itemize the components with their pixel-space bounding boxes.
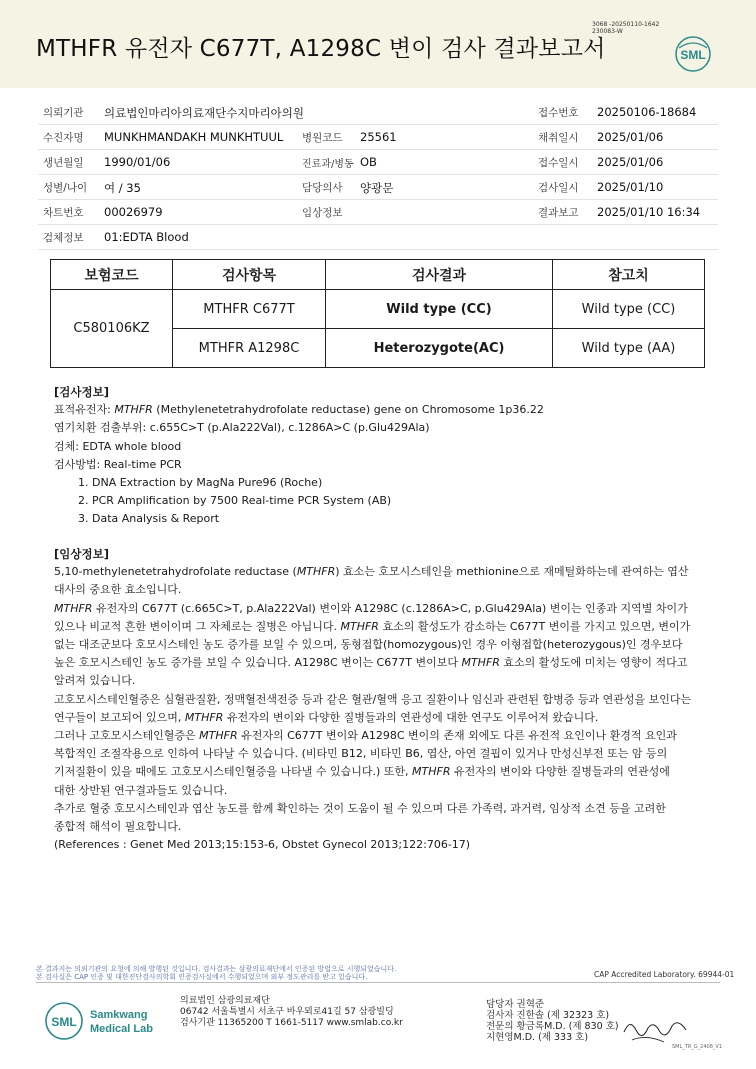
insurance-code-cell: C580106KZ (51, 290, 173, 368)
staff-line: 담당자 권혁준 (486, 999, 545, 1010)
gene-name: MTHFR (54, 601, 93, 615)
text-span: 5,10-methylenetetrahydrofolate reductase ( (54, 565, 297, 579)
paragraph-line (54, 654, 724, 672)
doctor-label: 담당의사 (302, 182, 343, 194)
hospital-code-label: 병원코드 (302, 132, 343, 144)
test-method: 검사방법: Real-time PCR (54, 457, 182, 471)
section-title: [임상정보] (54, 547, 109, 561)
examinee-label: 수진자명 (43, 132, 84, 144)
text-span: 유전자의 변이와 다양한 질병들과의 연관성에 대한 연구도 이루어져 왔습니다. (223, 710, 599, 724)
test-info-section (54, 383, 724, 529)
clinical-info-label: 임상정보 (302, 207, 343, 219)
footer-note: 본 검사실은 CAP 인증 및 대한진단검사의학회 인증검사실에서 수행되었으며 외부 정도관리를 받고 있습니다. (36, 973, 368, 981)
clinical-info-section (54, 545, 724, 854)
target-gene-suffix: (Methylenetetrahydrofolate reductase) gene on Chromosome 1p36.22 (152, 403, 544, 417)
references: (References : Genet Med 2013;15:153-6, Obstet Gynecol 2013;122:706-17) (54, 838, 471, 852)
paragraph-line: 고호모시스테인혈증은 심혈관질환, 정맥혈전색전증 등과 같은 혈관/혈액 응고 질환이나 임신과 관련된 합병증 등과 연관성을 보인다는 (54, 692, 692, 706)
info-row (38, 175, 718, 200)
paragraph-line: 복합적인 조절작용으로 인하여 나타날 수 있습니다. (비타민 B12, 비타민 B6, 엽산, 아연 결핍이 있거나 만성신부전 또는 암 등의 (54, 747, 668, 761)
text-span: 연구들이 보고되어 있으며, (54, 710, 185, 724)
logo-line-1: Samkwang (90, 1009, 148, 1021)
column-header: 검사결과 (326, 260, 553, 290)
document-code-line-1: 3068 -20250110-1642 (592, 21, 660, 28)
document-code-line-2: 230083-W (592, 28, 623, 35)
test-result-cell: Heterozygote(AC) (326, 329, 553, 368)
text-span: 유전자의 변이와 다양한 질병들과의 연관성에 (450, 765, 670, 779)
requesting-org-label: 의뢰기관 (43, 107, 84, 119)
text-span: 효소의 활성도에 미치는 영향이 적다고 (499, 656, 688, 670)
table-row (51, 290, 705, 329)
column-header: 보험코드 (51, 260, 173, 290)
birth-label: 생년월일 (43, 157, 84, 169)
footer-notes (36, 965, 396, 981)
paragraph-line (54, 563, 724, 581)
sex-age-label: 성별/나이 (43, 182, 88, 194)
dept-label: 진료과/병동 (302, 159, 354, 170)
text-span: 기저질환이 있을 때에도 고호모시스테인혈증을 나타낼 수 있습니다.) 또한, (54, 765, 413, 779)
column-header: 검사항목 (173, 260, 326, 290)
sml-logo-icon (673, 36, 713, 72)
cap-accreditation: CAP Accredited Laboratory. 69944-01 (594, 970, 735, 979)
text-span: 효소의 활성도가 감소하는 C677T 변이를 가지고 있으면, 변이가 (378, 619, 691, 633)
paragraph-line (54, 618, 724, 636)
collection-date-label: 채취일시 (538, 132, 579, 144)
paragraph-line: 추가로 혈중 호모시스테인과 엽산 농도를 함께 확인하는 것이 도움이 될 수 있으며 다른 가족력, 과거력, 임상적 소견 등을 고려한 (54, 801, 666, 815)
text-span: 유전자의 C677T 변이와 A1298C 변이의 존재 외에도 다른 유전적 요인이나 환경적 요인과 (237, 729, 677, 743)
logo-line-2: Medical Lab (90, 1023, 153, 1035)
paragraph-line (54, 709, 724, 727)
collection-date-value: 2025/01/06 (597, 130, 664, 144)
chart-no-label: 차트번호 (43, 207, 84, 219)
report-header (0, 0, 756, 88)
sex-age-value: 여 / 35 (104, 181, 141, 195)
test-date-label: 검사일시 (538, 182, 579, 194)
target-gene-prefix: 표적유전자: (54, 403, 115, 417)
text-span: 유전자의 C677T (c.665C>T, p.Ala222Val) 변이와 A1298C (c.1286A>C, p.Glu429Ala) 변이는 인종과 지역별 차이가 (92, 601, 688, 615)
paragraph-line: 종합적 해석이 필요합니다. (54, 820, 182, 834)
info-row (38, 125, 718, 150)
report-date-value: 2025/01/10 16:34 (597, 205, 701, 219)
paragraph-line: 대한 상반된 연구결과들도 있습니다. (54, 783, 228, 797)
info-row (38, 200, 718, 225)
document-code (592, 21, 659, 35)
staff-line: 검사자 진한솔 (제 32323 호) (486, 1010, 610, 1021)
footer-divider (36, 982, 720, 983)
patient-info (38, 100, 718, 250)
info-row (38, 225, 718, 250)
text-span: 높은 호모시스테인 농도 증가를 보일 수 있습니다. A1298C 변이는 C677T 변이보다 (54, 656, 462, 670)
info-row (38, 150, 718, 175)
paragraph-line (54, 727, 724, 745)
examinee-value: MUNKHMANDAKH MUNKHTUUL (104, 130, 284, 144)
footer-note: 본 결과지는 의뢰기관의 요청에 의해 발행된 것입니다. 검사결과는 삼광의료재단에서 인증된 방법으로 시행되었습니다. (36, 965, 397, 973)
method-step: 1. DNA Extraction by MagNa Pure96 (Roche) (78, 476, 323, 490)
text-span: 있으나 비교적 흔한 변이이며 그 자체로는 질병은 아닙니다. (54, 619, 341, 633)
gene-name: MTHFR (296, 565, 336, 579)
reference-cell: Wild type (CC) (553, 290, 705, 329)
paragraph-line (54, 763, 724, 781)
receipt-date-label: 접수일시 (538, 157, 579, 169)
receipt-date-value: 2025/01/06 (597, 155, 664, 169)
specimen-label: 검체정보 (43, 232, 84, 244)
staff-line: 지현영M.D. (제 333 호) (486, 1032, 589, 1043)
gene-name: MTHFR (412, 765, 451, 779)
test-item-cell: MTHFR A1298C (173, 329, 326, 368)
report-title: MTHFR 유전자 C677T, A1298C 변이 검사 결과보고서 (36, 36, 606, 62)
gene-name: MTHFR (114, 403, 153, 417)
samkwang-logo-icon (44, 1000, 154, 1042)
chart-no-value: 00026979 (104, 205, 163, 219)
paragraph-line: 알려져 있습니다. (54, 674, 136, 688)
section-title: [검사정보] (54, 385, 109, 399)
method-step: 3. Data Analysis & Report (78, 512, 220, 526)
test-item-cell: MTHFR C677T (173, 290, 326, 329)
dept-value: OB (360, 155, 377, 169)
info-row (38, 100, 718, 125)
specimen-value: 01:EDTA Blood (104, 230, 189, 244)
table-header-row (51, 260, 705, 290)
gene-name: MTHFR (340, 619, 379, 633)
hospital-code-value: 25561 (360, 130, 397, 144)
test-date-value: 2025/01/10 (597, 180, 664, 194)
signature-icon (620, 1012, 690, 1048)
receipt-no-label: 접수번호 (538, 107, 579, 119)
requesting-org-value: 의료법인마리아의료재단수지마리아의원 (104, 106, 304, 120)
target-gene (54, 401, 724, 419)
staff-list (486, 999, 619, 1043)
column-header: 참고치 (553, 260, 705, 290)
specimen-type: 검체: EDTA whole blood (54, 439, 182, 453)
birth-value: 1990/01/06 (104, 155, 171, 169)
gene-name: MTHFR (184, 710, 224, 724)
method-step: 2. PCR Amplification by 7500 Real-time PCR System (AB) (78, 494, 392, 508)
paragraph-line: 대사의 중요한 효소입니다. (54, 583, 182, 597)
results-table (50, 259, 705, 368)
paragraph-line: 없는 대조군보다 호모시스테인 농도 증가를 보일 수 있으며, 동형접합(homozygous)인 경우 이형접합(heterozygous)인 경우보다 (54, 638, 683, 652)
doctor-value: 양광문 (360, 181, 394, 195)
company-contact: 검사기관 11365200 T 1661-5117 www.smlab.co.kr (180, 1018, 403, 1028)
text-span: 그러나 고호모시스테인혈증은 (54, 729, 200, 743)
gene-name: MTHFR (461, 656, 500, 670)
company-info (180, 996, 403, 1029)
paragraph-line (54, 600, 724, 618)
report-date-label: 결과보고 (538, 207, 579, 219)
gene-name: MTHFR (199, 729, 238, 743)
staff-line: 전문의 황금록M.D. (제 830 호) (486, 1021, 619, 1032)
company-name: 의료법인 삼광의료재단 (180, 996, 270, 1006)
text-span: ) 효소는 호모시스테인을 methionine으로 재메틸화하는데 관여하는 엽산 (335, 565, 689, 579)
sml-logo-text: SML (680, 48, 706, 62)
receipt-no-value: 20250106-18684 (597, 105, 697, 119)
company-address: 06742 서울특별시 서초구 바우뫼로41길 57 삼광빌딩 (180, 1007, 394, 1017)
form-code: SML_TR_G_2408_V1 (672, 1044, 723, 1050)
sml-logo-text: SML (51, 1015, 77, 1029)
reference-cell: Wild type (AA) (553, 329, 705, 368)
variant-sites: 염기치환 검출부위: c.655C>T (p.Ala222Val), c.1286A>C (p.Glu429Ala) (54, 421, 430, 435)
test-result-cell: Wild type (CC) (326, 290, 553, 329)
